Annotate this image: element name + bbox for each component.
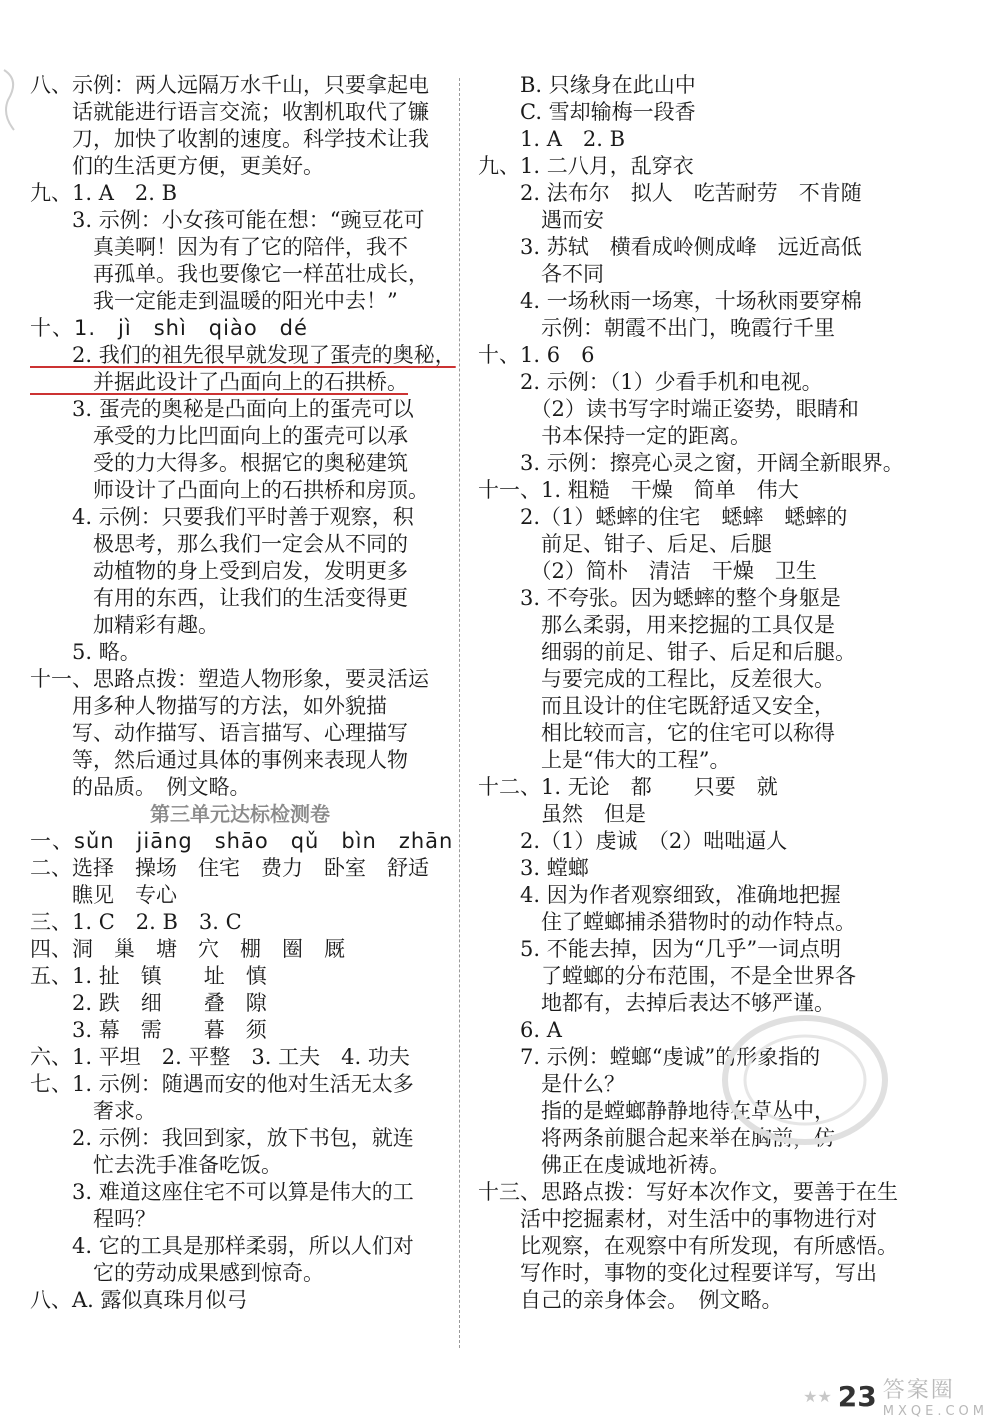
answer-line: 3. 示例：擦亮心灵之窗，开阔全新眼界。 [478,451,904,475]
answer-line: 指的是螳螂静静地待在草丛中， [478,1099,835,1123]
answer-line: 7. 示例：螳螂“虔诚”的形象指的 [478,1045,821,1069]
answer-line: 加精彩有趣。 [30,613,219,637]
answer-line: 1. A 2. B [478,127,626,151]
answer-line: 八、示例：两人远隔万水千山，只要拿起电 [30,73,429,97]
column-divider [459,78,460,1348]
answer-line: 虽然 但是 [478,802,646,826]
answer-line: 程吗？ [30,1207,156,1231]
answer-line: 六、1. 平坦 2. 平整 3. 工夫 4. 功夫 [30,1045,410,1069]
answer-line: 3. 幕 需 暮 须 [30,1018,267,1042]
answer-line: 用多种人物描写的方法，如外貌描 [30,694,387,718]
answer-line: 们的生活更方便，更美好。 [30,154,324,178]
answer-line: 地都有，去掉后表达不够严谨。 [478,991,835,1015]
answer-line: 3. 难道这座住宅不可以算是伟大的工 [30,1180,414,1204]
answer-line: 4. 因为作者观察细致，准确地把握 [478,883,841,907]
answer-line: 2. 跌 细 叠 隙 [30,991,267,1015]
pinyin-answer-line: 一、sǔn jiāng shāo qǔ bìn zhān [30,829,454,853]
watermark-stamp [720,1010,890,1150]
answer-line: 三、1. C 2. B 3. C [30,910,242,934]
underlined-answer-line: 2. 我们的祖先很早就发现了蛋壳的奥秘， [30,343,456,367]
answer-line: 九、1. 二八月，乱穿衣 [478,154,694,178]
answer-line: （2）读书写字时端正姿势，眼睛和 [478,397,859,421]
answer-line: 遇而安 [478,208,604,232]
answer-line: C. 雪却输梅一段香 [478,100,696,124]
answer-line: 比观察，在观察中有所发现，有所感悟。 [478,1234,898,1258]
answer-line: 2. 示例：（1）少看手机和电视。 [478,370,823,394]
answer-line: 住了螳螂捕杀猎物时的动作特点。 [478,910,856,934]
answer-line: 2. 法布尔 拟人 吃苦耐劳 不肯随 [478,181,862,205]
answer-line: 5. 不能去掉，因为“几乎”一词点明 [478,937,842,961]
answer-line: 十二、1. 无论 都 只要 就 [478,775,778,799]
answer-line: 2.（1）虔诚 （2）咄咄逼人 [478,829,788,853]
answer-line: 写作时，事物的变化过程要详写，写出 [478,1261,877,1285]
answer-line: 十一、思路点拨：塑造人物形象，要灵活运 [30,667,429,691]
answer-line: 6. A [478,1018,562,1042]
answer-line: （2）简朴 清洁 干燥 卫生 [478,559,817,583]
pinyin-answer-line: 十、1. jì shì qiào dé [30,316,308,340]
answer-line: 那么柔弱，用来挖掘的工具仅是 [478,613,835,637]
answer-line: 上是“伟大的工程”。 [478,748,731,772]
watermark-text: 答案圈 [882,1378,955,1403]
watermark-url: MXQE.COM [882,1404,988,1419]
section-title: 第三单元达标检测卷 [150,802,330,826]
answer-line: 的品质。 例文略。 [30,775,251,799]
page-footer [803,1373,988,1419]
answer-line: 前足、钳子、后足、后腿 [478,532,772,556]
star-icon: ★★ [803,1386,832,1406]
answer-line: 九、1. A 2. B [30,181,178,205]
answer-line: 真美啊！因为有了它的陪伴，我不 [30,235,408,259]
answer-line: 五、1. 扯 镇 址 慎 [30,964,267,988]
answer-line: 十一、1. 粗糙 干燥 简单 伟大 [478,478,799,502]
answer-line: 4. 示例：只要我们平时善于观察，积 [30,505,414,529]
answer-line: 4. 一场秋雨一场寒，十场秋雨要穿棉 [478,289,862,313]
answer-line: 二、选择 操场 住宅 费力 卧室 舒适 [30,856,429,880]
answer-line: 话就能进行语言交流；收割机取代了镰 [30,100,429,124]
answer-line: 有用的东西，让我们的生活变得更 [30,586,408,610]
watermark-logo [883,1373,988,1419]
answer-line: 2.（1）蟋蟀的住宅 蟋蟀 蟋蟀的 [478,505,848,529]
answer-line: 动植物的身上受到启发，发明更多 [30,559,408,583]
underlined-answer-line: 并据此设计了凸面向上的石拱桥。 [30,370,408,394]
answer-line: 而且设计的住宅既舒适又安全， [478,694,835,718]
answer-line: 极思考，那么我们一定会从不同的 [30,532,408,556]
left-column [30,72,456,1314]
answer-line: 了螳螂的分布范围，不是全世界各 [478,964,856,988]
answer-line: 3. 苏轼 横看成岭侧成峰 远近高低 [478,235,862,259]
answer-line: 我一定能走到温暖的阳光中去！” [30,289,398,313]
answer-line: 受的力大得多。根据它的奥秘建筑 [30,451,408,475]
answer-line: 3. 示例：小女孩可能在想：“豌豆花可 [30,208,425,232]
answer-line: 再孤单。我也要像它一样茁壮成长， [30,262,429,286]
answer-line: 2. 示例：我回到家，放下书包，就连 [30,1126,414,1150]
answer-line: 它的劳动成果感到惊奇。 [30,1261,324,1285]
answer-line: 瞧见 专心 [30,883,177,907]
answer-line: 与要完成的工程比，反差很大。 [478,667,835,691]
answer-line: 3. 螳螂 [478,856,589,880]
answer-line: 细弱的前足、钳子、后足和后腿。 [478,640,856,664]
answer-line: 自己的亲身体会。 例文略。 [478,1288,783,1312]
answer-line: 七、1. 示例：随遇而安的他对生活无太多 [30,1072,414,1096]
answer-line: 十、1. 6 6 [478,343,595,367]
page-corner-decoration [0,60,28,150]
answer-line: 等，然后通过具体的事例来表现人物 [30,748,408,772]
answer-line: 十三、思路点拨：写好本次作文，要善于在生 [478,1180,898,1204]
answer-line: 四、洞 巢 塘 穴 棚 圈 厩 [30,937,345,961]
answer-line: 奢求。 [30,1099,156,1123]
answer-line: 将两条前腿合起来举在胸前，仿 [478,1126,835,1150]
answer-line: 各不同 [478,262,604,286]
answer-line: B. 只缘身在此山中 [478,73,696,97]
answer-line: 刀，加快了收割的速度。科学技术让我 [30,127,429,151]
answer-line: 师设计了凸面向上的石拱桥和房顶。 [30,478,429,502]
answer-line: 是什么？ [478,1072,625,1096]
answer-line: 示例：朝霞不出门，晚霞行千里 [478,316,835,340]
answer-line: 承受的力比凹面向上的蛋壳可以承 [30,424,408,448]
answer-line: 5. 略。 [30,640,141,664]
answer-line: 忙去洗手准备吃饭。 [30,1153,282,1177]
answer-line: 3. 蛋壳的奥秘是凸面向上的蛋壳可以 [30,397,414,421]
answer-line: 相比较而言，它的住宅可以称得 [478,721,835,745]
answer-line: 4. 它的工具是那样柔弱，所以人们对 [30,1234,414,1258]
page-number: 23 [837,1379,877,1413]
answer-line: 八、A. 露似真珠月似弓 [30,1288,248,1312]
answer-line: 活中挖掘素材，对生活中的事物进行对 [478,1207,877,1231]
answer-line: 3. 不夸张。因为蟋蟀的整个身躯是 [478,586,841,610]
answer-line: 书本保持一定的距离。 [478,424,751,448]
answer-line: 写、动作描写、语言描写、心理描写 [30,721,408,745]
answer-line: 佛正在虔诚地祈祷。 [478,1153,730,1177]
